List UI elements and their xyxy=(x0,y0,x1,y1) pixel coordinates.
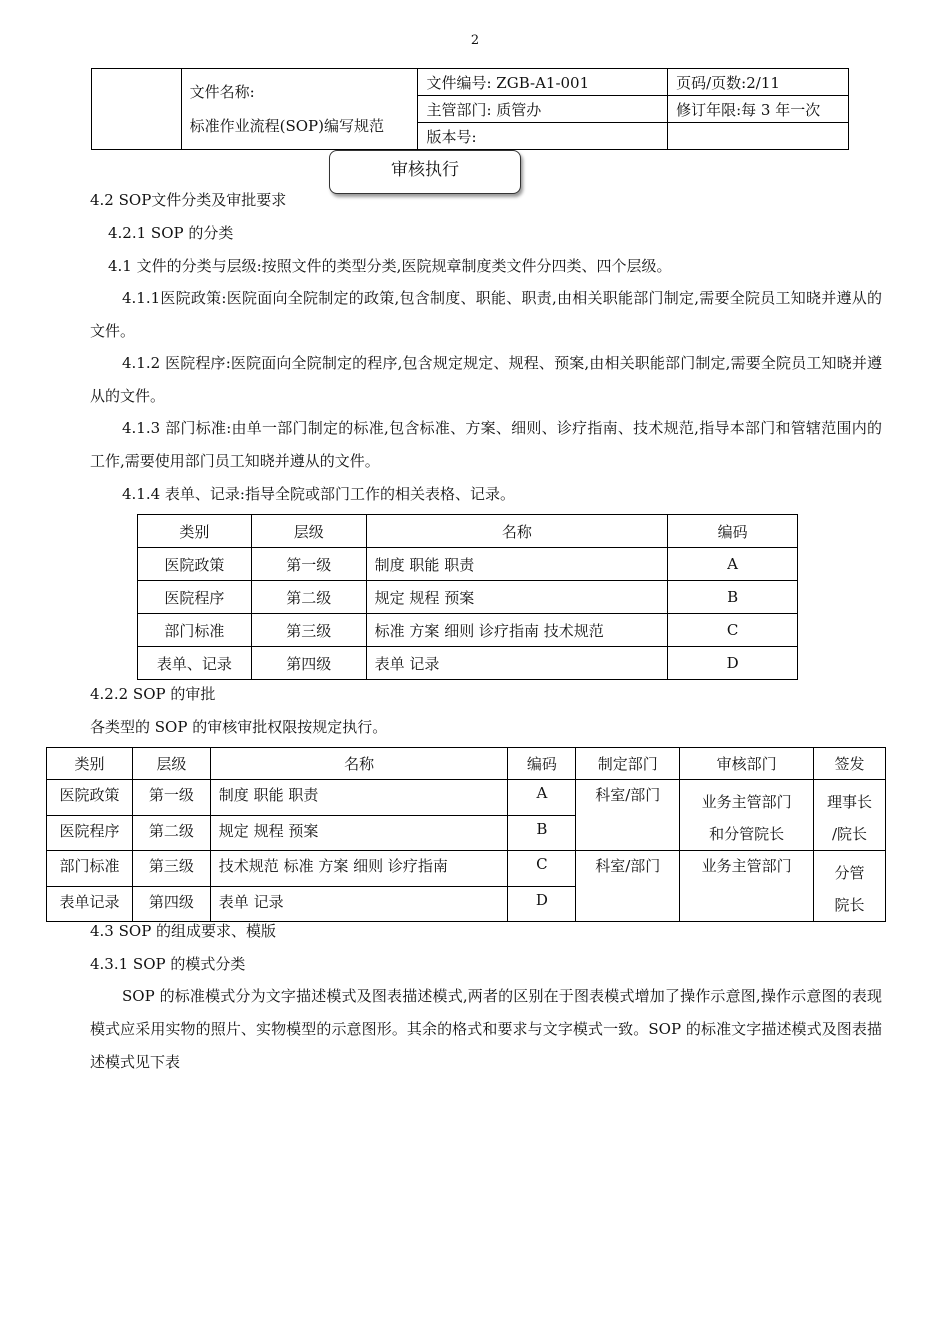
code-cell: A xyxy=(668,548,798,581)
signer-line: 理事长 xyxy=(827,793,873,811)
code-cell: D xyxy=(508,886,576,922)
level-cell: 第二级 xyxy=(132,815,210,851)
table-row xyxy=(47,780,886,816)
code-cell: C xyxy=(508,851,576,887)
code-cell: B xyxy=(668,581,798,614)
code-cell: C xyxy=(668,614,798,647)
signer-line: 分管 xyxy=(834,864,865,882)
code-cell: D xyxy=(668,647,798,680)
category-cell: 部门标准 xyxy=(47,851,133,887)
col-header: 编码 xyxy=(668,515,798,548)
review-stamp: 审核执行 xyxy=(329,150,521,194)
code-cell: B xyxy=(508,815,576,851)
category-cell: 医院程序 xyxy=(138,581,252,614)
category-cell: 医院程序 xyxy=(47,815,133,851)
table-header-row xyxy=(47,748,886,780)
category-cell: 医院政策 xyxy=(138,548,252,581)
name-cell: 制度 职能 职责 xyxy=(366,548,668,581)
col-header: 审核部门 xyxy=(680,748,814,780)
level-cell: 第三级 xyxy=(251,614,366,647)
file-number: 文件编号: ZGB-A1-001 xyxy=(418,69,668,96)
page-number: 2 xyxy=(470,33,480,48)
empty-cell xyxy=(668,123,849,150)
section-4-1-1-text: 4.1.1医院政策:医院面向全院制定的政策,包含制度、职能、职责,由相关职能部门制定,需要全院员工知晓并遵从的文件。 xyxy=(90,289,882,340)
col-header: 类别 xyxy=(138,515,252,548)
level-cell: 第四级 xyxy=(132,886,210,922)
responsible-dept: 主管部门: 质管办 xyxy=(418,96,668,123)
section-4-2-2-heading: 4.2.2 SOP 的审批 xyxy=(90,685,216,703)
level-cell: 第二级 xyxy=(251,581,366,614)
header-file-name-cell xyxy=(181,69,418,150)
level-cell: 第一级 xyxy=(251,548,366,581)
name-cell: 技术规范 标准 方案 细则 诊疗指南 xyxy=(210,851,508,887)
col-header: 名称 xyxy=(366,515,668,548)
header-logo-cell xyxy=(92,69,182,150)
section-4-2-heading: 4.2 SOP文件分类及审批要求 xyxy=(90,191,287,209)
table-row xyxy=(47,851,886,887)
signer-cell xyxy=(814,851,886,922)
section-4-2-1-heading: 4.2.1 SOP 的分类 xyxy=(108,224,234,242)
review-dept-cell: 业务主管部门 xyxy=(680,851,814,922)
signer-cell xyxy=(814,780,886,851)
approval-table xyxy=(46,747,886,922)
review-dept-line: 业务主管部门 xyxy=(701,793,792,811)
name-cell: 表单 记录 xyxy=(366,647,668,680)
section-4-1-4-text: 4.1.4 表单、记录:指导全院或部门工作的相关表格、记录。 xyxy=(122,485,515,503)
section-4-3-1-text: SOP 的标准模式分为文字描述模式及图表描述模式,两者的区别在于图表模式增加了操作示意图,操作示意图的表现模式应采用实物的照片、实物模型的示意图形。其余的格式和要求与文字模式一致。SOP 的标准文字描述模式及图表描述模式见下表 xyxy=(90,987,882,1071)
section-4-1-2-text: 4.1.2 医院程序:医院面向全院制定的程序,包含规定规定、规程、预案,由相关职能部门制定,需要全院员工知晓并遵从的文件。 xyxy=(90,354,882,405)
name-cell: 规定 规程 预案 xyxy=(366,581,668,614)
col-header: 编码 xyxy=(508,748,576,780)
col-header: 名称 xyxy=(210,748,508,780)
col-header: 层级 xyxy=(251,515,366,548)
table-row xyxy=(138,581,798,614)
table-row xyxy=(138,614,798,647)
section-4-1-3-text: 4.1.3 部门标准:由单一部门制定的标准,包含标准、方案、细则、诊疗指南、技术规范,指导本部门和管辖范围内的工作,需要使用部门员工知晓并遵从的文件。 xyxy=(90,419,882,470)
drafting-dept-cell: 科室/部门 xyxy=(576,851,680,922)
review-dept-cell xyxy=(680,780,814,851)
name-cell: 标准 方案 细则 诊疗指南 技术规范 xyxy=(366,614,668,647)
level-cell: 第一级 xyxy=(132,780,210,816)
col-header: 类别 xyxy=(47,748,133,780)
review-dept-line: 和分管院长 xyxy=(709,825,785,843)
name-cell: 表单 记录 xyxy=(210,886,508,922)
name-cell: 制度 职能 职责 xyxy=(210,780,508,816)
document-header-table xyxy=(91,68,849,150)
file-name-label: 文件名称: xyxy=(189,83,255,101)
section-4-3-1-heading: 4.3.1 SOP 的模式分类 xyxy=(90,955,246,973)
file-name: 标准作业流程(SOP)编写规范 xyxy=(189,117,384,135)
col-header: 层级 xyxy=(132,748,210,780)
table-row xyxy=(138,548,798,581)
signer-line: /院长 xyxy=(831,825,868,843)
version-number: 版本号: xyxy=(418,123,668,150)
section-4-1-text: 4.1 文件的分类与层级:按照文件的类型分类,医院规章制度类文件分四类、四个层级。 xyxy=(108,257,672,275)
signer-line: 院长 xyxy=(834,896,865,914)
category-cell: 表单、记录 xyxy=(138,647,252,680)
page-info: 页码/页数:2/11 xyxy=(668,69,849,96)
section-4-3-heading: 4.3 SOP 的组成要求、模版 xyxy=(90,922,277,940)
category-cell: 部门标准 xyxy=(138,614,252,647)
level-cell: 第三级 xyxy=(132,851,210,887)
section-4-2-2-desc: 各类型的 SOP 的审核审批权限按规定执行。 xyxy=(90,718,388,736)
classification-table xyxy=(137,514,798,680)
level-cell: 第四级 xyxy=(251,647,366,680)
col-header: 签发 xyxy=(814,748,886,780)
revision-period: 修订年限:每 3 年一次 xyxy=(668,96,849,123)
category-cell: 医院政策 xyxy=(47,780,133,816)
category-cell: 表单记录 xyxy=(47,886,133,922)
table-header-row xyxy=(138,515,798,548)
col-header: 制定部门 xyxy=(576,748,680,780)
drafting-dept-cell: 科室/部门 xyxy=(576,780,680,851)
name-cell: 规定 规程 预案 xyxy=(210,815,508,851)
table-row xyxy=(138,647,798,680)
code-cell: A xyxy=(508,780,576,816)
